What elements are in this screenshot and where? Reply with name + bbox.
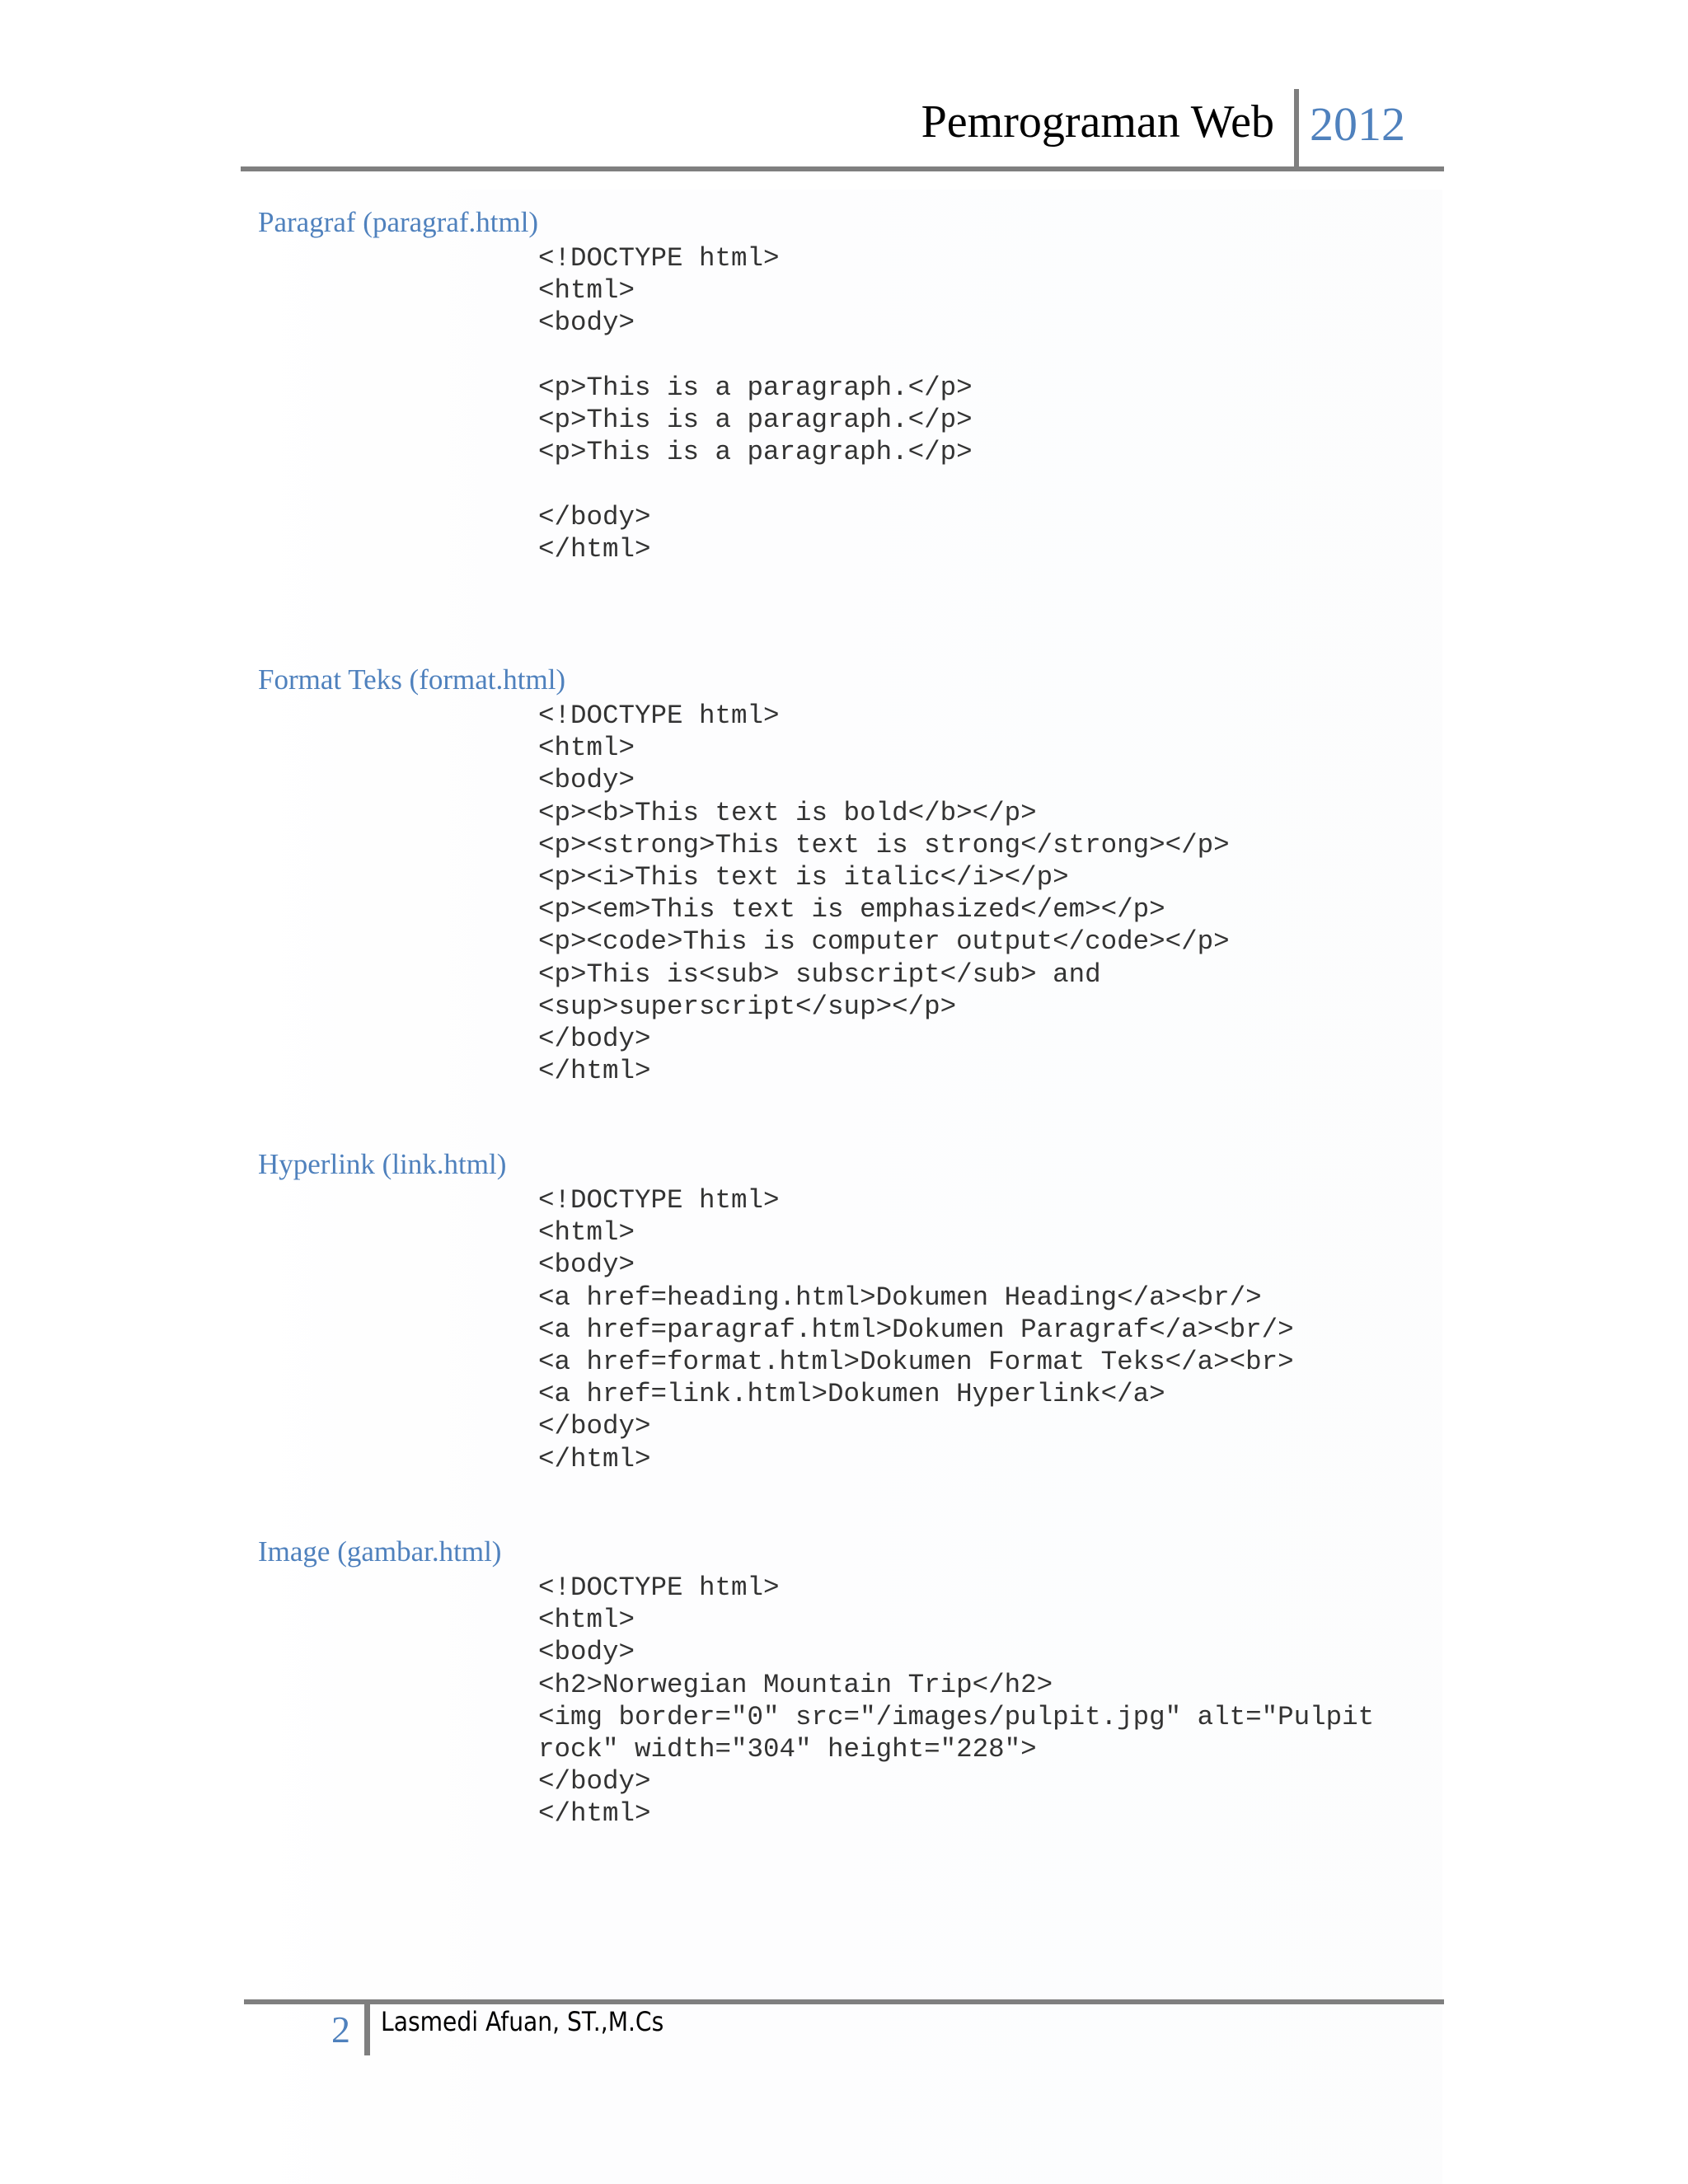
code-line: </body> (538, 501, 651, 532)
code-line: </html> (538, 1443, 651, 1474)
section-heading-format: Format Teks (format.html) (258, 663, 566, 696)
code-line: <html> (538, 1217, 635, 1249)
code-block-image (538, 1572, 1374, 1830)
code-line: <a href=paragraf.html>Dokumen Paragraf</a><br/> (538, 1314, 1294, 1345)
header-title: Pemrograman Web (921, 96, 1274, 148)
footer-divider (364, 2004, 370, 2055)
code-line: <p><code>This is computer output</code></p> (538, 926, 1230, 958)
code-line: <p><b>This text is bold</b></p> (538, 797, 1037, 828)
code-block-paragraf (538, 242, 973, 565)
code-line: </body> (538, 1766, 651, 1797)
code-line: <p><strong>This text is strong</strong></p> (538, 829, 1230, 860)
code-line: <!DOCTYPE html> (538, 701, 780, 731)
code-block-hyperlink (538, 1184, 1294, 1475)
code-line: <!DOCTYPE html> (538, 1572, 780, 1603)
code-line: </body> (538, 1023, 651, 1054)
code-line (538, 468, 973, 500)
code-line: <!DOCTYPE html> (538, 1185, 780, 1216)
code-line: rock" width="304" height="228"> (538, 1733, 1037, 1765)
code-line: <html> (538, 275, 635, 307)
section-heading-paragraf: Paragraf (paragraf.html) (258, 206, 539, 238)
code-line (538, 340, 973, 372)
code-line: <body> (538, 307, 635, 339)
footer-author: Lasmedi Afuan, ST.,M.Cs (381, 2006, 664, 2037)
header-divider (1294, 89, 1299, 166)
code-line: <sup>superscript</sup></p> (538, 991, 957, 1022)
code-line: <p>This is a paragraph.</p> (538, 437, 973, 468)
code-line: <html> (538, 733, 635, 764)
section-heading-hyperlink: Hyperlink (link.html) (258, 1148, 507, 1180)
header-rule (241, 166, 1444, 171)
code-line: </body> (538, 1411, 651, 1442)
code-line: <!DOCTYPE html> (538, 243, 780, 274)
code-line: <img border="0" src="/images/pulpit.jpg" alt="Pulpit (538, 1701, 1375, 1732)
code-line: <body> (538, 765, 635, 796)
code-line: <p>This is a paragraph.</p> (538, 404, 973, 435)
code-line: <p><em>This text is emphasized</em></p> (538, 894, 1165, 926)
code-line: <a href=heading.html>Dokumen Heading</a><br/> (538, 1282, 1262, 1313)
code-line: <p><i>This text is italic</i></p> (538, 861, 1069, 893)
code-line: <p>This is a paragraph.</p> (538, 372, 973, 403)
code-line: </html> (538, 1056, 651, 1087)
code-block-format (538, 700, 1230, 1087)
footer-page-number: 2 (331, 2008, 350, 2050)
header-year: 2012 (1310, 97, 1405, 151)
footer-rule (244, 1999, 1444, 2004)
code-line: <h2>Norwegian Mountain Trip</h2> (538, 1669, 1053, 1700)
code-line: <a href=link.html>Dokumen Hyperlink</a> (538, 1379, 1165, 1410)
code-line: </html> (538, 1798, 651, 1830)
code-line: <body> (538, 1249, 635, 1281)
code-line: <p>This is<sub> subscript</sub> and (538, 958, 1101, 990)
code-line: <html> (538, 1605, 635, 1636)
code-line: <a href=format.html>Dokumen Format Teks</a><br> (538, 1346, 1294, 1377)
section-heading-image: Image (gambar.html) (258, 1535, 502, 1568)
page-header (241, 89, 1444, 168)
code-line: <body> (538, 1637, 635, 1668)
code-line: </html> (538, 533, 651, 565)
